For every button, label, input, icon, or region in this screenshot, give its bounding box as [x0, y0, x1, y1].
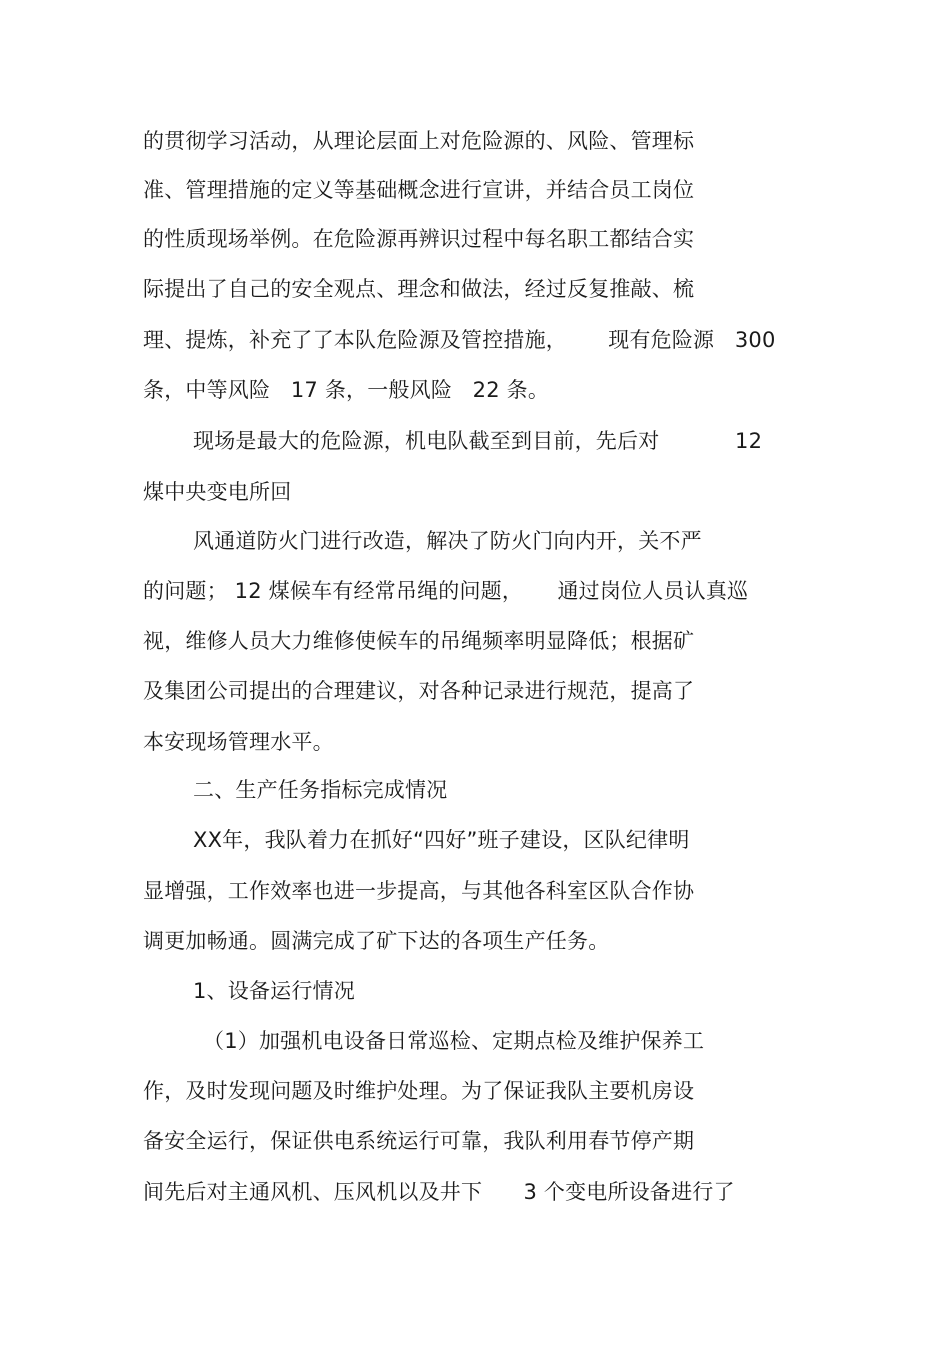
text-line-16: 显增强，工作效率也进一步提高，与其他各科室区队合作协 [143, 879, 695, 903]
text-line-20: 作，及时发现问题及时维护处理。为了保证我队主要机房设 [143, 1079, 695, 1103]
text-line-21: 备安全运行，保证供电系统运行可靠，我队利用春节停产期 [143, 1129, 695, 1153]
text-line-9: 风通道防火门进行改造，解决了防火门向内开，关不严 [193, 529, 702, 553]
text-line-11: 视，维修人员大力维修使候车的吊绳频率明显降低；根据矿 [143, 629, 695, 653]
text-line-17: 调更加畅通。圆满完成了矿下达的各项生产任务。 [143, 929, 610, 953]
text-line-19: （1）加强机电设备日常巡检、定期点检及维护保养工 [203, 1029, 705, 1053]
text-line-5: 理、提炼，补充了了本队危险源及管控措施， 现有危险源 300 [143, 328, 776, 352]
text-line-1: 的贯彻学习活动，从理论层面上对危险源的、风险、管理标 [143, 129, 695, 153]
text-line-13: 本安现场管理水平。 [143, 730, 334, 754]
text-line-2: 准、管理措施的定义等基础概念进行宣讲，并结合员工岗位 [143, 178, 695, 202]
text-line-12: 及集团公司提出的合理建议，对各种记录进行规范，提高了 [143, 679, 695, 703]
section-heading: 二、生产任务指标完成情况 [193, 778, 448, 802]
text-line-7: 现场是最大的危险源，机电队截至到目前，先后对 12 [193, 429, 763, 453]
text-line-8: 煤中央变电所回 [143, 480, 292, 504]
text-line-3: 的性质现场举例。在危险源再辨识过程中每名职工都结合实 [143, 227, 695, 251]
text-line-6: 条，中等风险 17 条，一般风险 22 条。 [143, 378, 550, 402]
subsection-heading: 1、设备运行情况 [193, 979, 355, 1003]
text-line-22: 间先后对主通风机、压风机以及井下 3 个变电所设备进行了 [143, 1180, 735, 1204]
text-line-15: XX年，我队着力在抓好“四好”班子建设，区队纪律明 [193, 828, 690, 852]
text-line-4: 际提出了自己的安全观点、理念和做法，经过反复推敲、梳 [143, 277, 695, 301]
text-line-10: 的问题； 12 煤候车有经常吊绳的问题， 通过岗位人员认真巡 [143, 579, 749, 603]
